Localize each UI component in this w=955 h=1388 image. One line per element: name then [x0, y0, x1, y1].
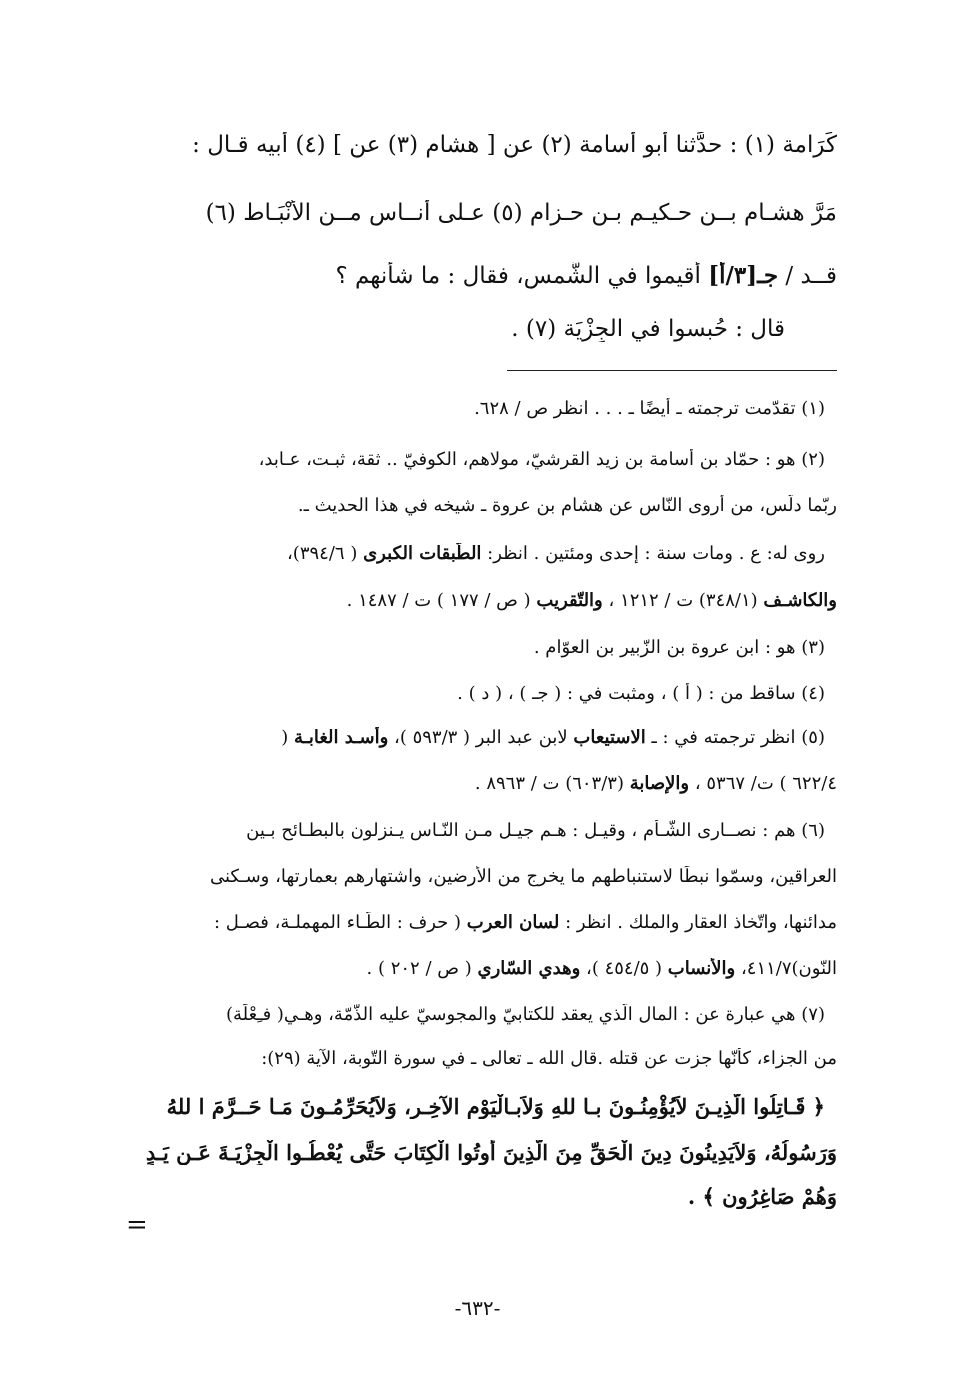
- footnote-3: (٣) هو : ابن عروة بن الزّبير بن العوّام .: [533, 637, 825, 658]
- footnote-5-line-2-pre: ٦٢٢/٤ ) ت/ ٥٣٦٧ ،: [689, 773, 837, 794]
- manuscript-reference: جـ[٣/أ]: [708, 262, 779, 289]
- main-text-line-3: [118, 262, 837, 289]
- footnote-2-line-2: ربّما دلّس، من أروى النّاس عن هشام بن عروة ـ شيخه في هذا الحديث ـ.: [297, 495, 837, 516]
- main-text-line-2: مَرَّ هشـام بــن حـكيـم بـن حـزام (٥) عـلى أُنــاس مــن الأَنْبَـاط (٦): [205, 200, 837, 226]
- book-title-kashif: والكاشـف: [763, 590, 837, 611]
- footnote-6-line-3: [118, 912, 837, 933]
- footnote-1: (١) تقدّمت ترجمته ـ أيضًا ـ . . . انظر ص / ٦٢٨.: [474, 398, 825, 419]
- main-text-line-3-post: أُقيموا في الشَّمس، فقال : ما شأنهم ؟: [335, 263, 709, 289]
- footnote-6-line-3-post: ( حرف : الطّـاء المهملـة، فصـل :: [213, 912, 467, 933]
- footnote-2-line-4: [118, 590, 837, 611]
- footnote-6-line-2: العراقين، وسمّوا نبطًا لاستنباطهم ما يخرج من الأرضين، واشتهارهم بعمارتها، وسـكنى: [209, 866, 837, 887]
- footnote-6-line-4-post: ( ص / ٢٠٢ ) .: [366, 958, 478, 979]
- quran-verse-line-3: وَهُمْ صَاغِرُون ﴾ .: [687, 1184, 837, 1209]
- book-title-hady-al-sari: وهدي السّاري: [477, 958, 581, 979]
- footnote-5-line-1: [118, 727, 825, 748]
- footnote-7-line-2: من الجزاء، كأنّها جزت عن قتله .قال الله ـ تعالى ـ في سورة التّوبة، الآية (٢٩):: [261, 1048, 837, 1069]
- book-title-tabaqat: الطّبقات الكبرى: [363, 543, 482, 564]
- quran-verse-line-1: ﴿ قَـاتِلُوا الَّذِيـنَ لاَيُؤْمِنُـونَ بـا للهِ وَلاَبـالْيَوْمِ الآخِـرِ، وَلاَيُحَرِّمُـونَ مَـا حَــرَّمَ ا للهُ: [166, 1094, 825, 1119]
- footnote-6-line-1: (٦) هم : نصــارى الشّـأم ، وقيـل : هـم جيـل مـن النّـاس يـنزلون بالبطـائح بـين: [246, 820, 825, 841]
- footnote-7-line-1: (٧) هي عبارة عن : المال الّذي يعقد للكتابيّ والمجوسيّ عليه الذّمّة، وهـي( فـِعْلَة): [225, 1004, 825, 1025]
- footnote-5-line-2-post: (٦٠٣/٣) ت / ٨٩٦٣ .: [474, 773, 630, 794]
- footnote-6-line-3-pre: مدائنها، واتّخاذ العقار والملك . انظر :: [559, 912, 837, 933]
- footnote-6-line-4: [118, 958, 837, 979]
- footnote-6-line-4-mid: ( ٤٥٤/٥ )،: [580, 958, 668, 979]
- main-text-line-4: قال : حُبسوا في الجِزْيَة (٧) .: [511, 316, 785, 342]
- footnote-separator: [507, 370, 837, 371]
- footnote-5-line-2: [118, 773, 837, 794]
- footnote-5-line-1-mid: لابن عبد البر ( ٥٩٣/٣ )،: [388, 727, 574, 748]
- end-mark: =: [126, 1210, 148, 1240]
- footnote-5-line-1-post: (: [281, 727, 294, 748]
- footnote-2-line-3-post: ( ٣٩٤/٦)،: [287, 543, 364, 564]
- footnote-2-line-3: [118, 543, 825, 564]
- footnote-2-line-4-post: ( ص / ١٧٧ ) ت / ١٤٨٧ .: [346, 590, 537, 611]
- book-title-ansab: والأنساب: [667, 958, 736, 979]
- footnote-2-line-4-mid: (٣٤٨/١) ت / ١٢١٢ ،: [602, 590, 764, 611]
- footnote-2-line-1: (٢) هو : حمّاد بن أسامة بن زيد القرشيّ، مولاهم، الكوفيّ .. ثقة، ثبـت، عـابد،: [258, 449, 825, 470]
- book-title-usd-al-ghaba: وأسـد الغابـة: [293, 727, 389, 748]
- quran-verse-line-2: وَرَسُولُهُ، وَلاَيَدِينُونَ دِينَ الْحَقِّ مِنَ الَّذِينَ أُوتُوا الْكِتَابَ حَتَّى يُعْطُـوا الْجِزْيَـةَ عَـن يَـدٍ: [145, 1140, 837, 1165]
- book-title-lisan-al-arab: لسان العرب: [466, 912, 560, 933]
- book-title-istiab: الاستيعاب: [573, 727, 646, 748]
- book-title-isaba: والإصابة: [629, 773, 690, 794]
- page-number: -٦٣٢-: [454, 1296, 501, 1320]
- footnote-2-line-3-pre: روى له: ع . ومات سنة : إحدى ومئتين . انظر:: [481, 543, 825, 564]
- book-title-taqrib: والتّقريب: [536, 590, 603, 611]
- footnote-6-line-4-pre: النّون)٤١١/٧،: [735, 958, 837, 979]
- main-text-line-1: كَرَامة (١) : حدَّثنا أبو أُسامة (٢) عن [ هشام (٣) عن ] (٤) أبيه قـال :: [192, 132, 837, 158]
- footnote-5-line-1-pre: (٥) انظر ترجمته في : ـ: [645, 727, 825, 748]
- main-text-line-3-pre: قــد /: [778, 263, 837, 289]
- footnote-4: (٤) ساقط من : ( أ ) ، ومثبت في : ( جـ ) ، ( د ) .: [457, 683, 825, 704]
